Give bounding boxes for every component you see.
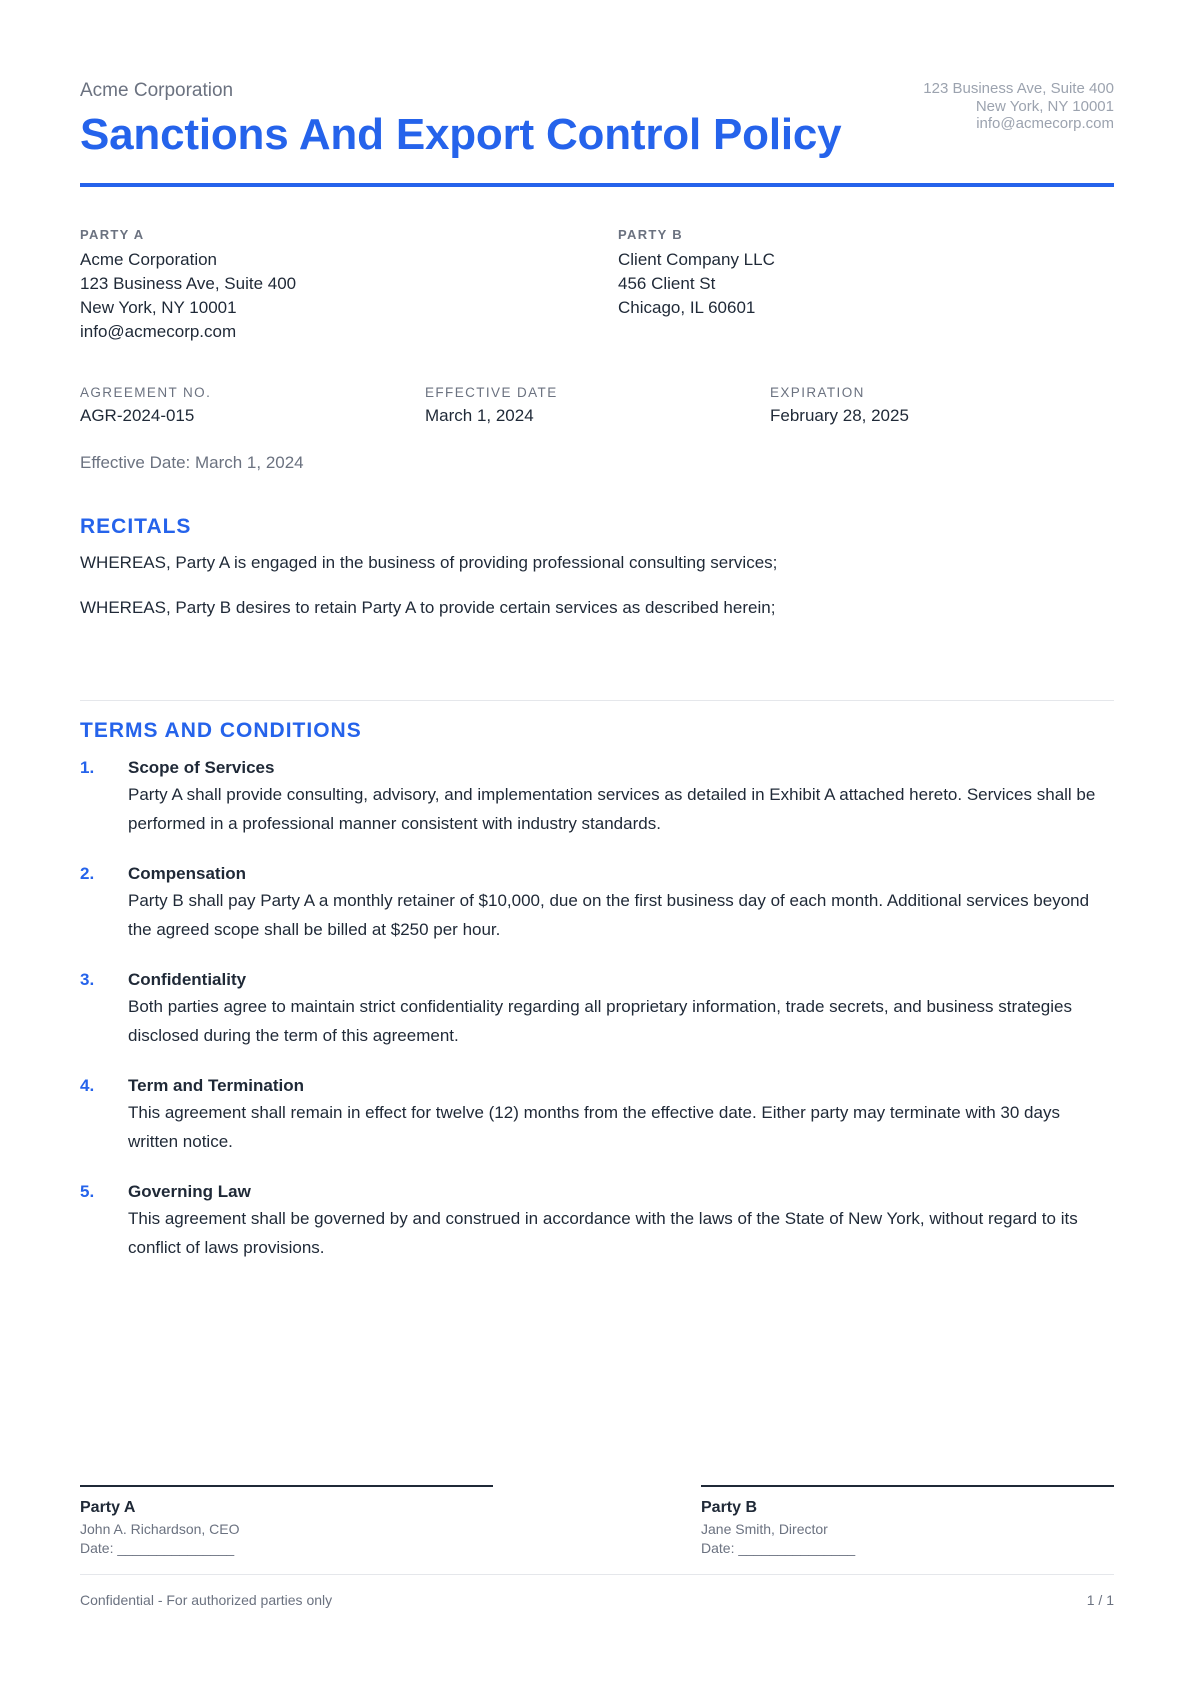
term-heading: Governing Law: [128, 1182, 251, 1201]
term-text: Party A shall provide consulting, advisory, and implementation services as detailed in Exhibit A attached hereto. Services shall be performed in a professional manner consistent with industry standards.: [128, 785, 1096, 833]
document-title: Sanctions And Export Control Policy: [80, 110, 842, 159]
term-text: Party B shall pay Party A a monthly retainer of $10,000, due on the first business day of each month. Additional services beyond the agreed scope shall be billed at $250 per hour.: [128, 891, 1090, 939]
term-item: [80, 1180, 1114, 1262]
recitals-heading: RECITALS: [80, 515, 192, 538]
footer-divider: [80, 1574, 1114, 1575]
term-number: 3.: [80, 970, 95, 989]
recital-item: WHEREAS, Party B desires to retain Party A to provide certain services as described herein;: [80, 598, 776, 617]
signature-date: Date: _______________: [701, 1540, 856, 1556]
party-b-line: Client Company LLC: [618, 250, 775, 269]
signature-party: Party B: [701, 1499, 758, 1516]
term-item: [80, 756, 1114, 838]
signature-date: Date: _______________: [80, 1540, 235, 1556]
company-name: Acme Corporation: [80, 80, 234, 101]
signature-block-party-b: [701, 1485, 1114, 1556]
signature-line: [80, 1485, 493, 1487]
party-a-line: info@acmecorp.com: [80, 322, 237, 341]
term-text: This agreement shall be governed by and construed in accordance with the laws of the State of New York, without regard to its conflict of laws provisions.: [128, 1209, 1078, 1257]
terms-list: [80, 756, 1114, 1286]
recital-item: WHEREAS, Party A is engaged in the business of providing professional consulting services;: [80, 553, 778, 572]
company-address: [923, 80, 1114, 133]
meta-label: EXPIRATION: [770, 385, 865, 400]
signature-line: [701, 1485, 1114, 1487]
meta-value: AGR-2024-015: [80, 406, 195, 425]
terms-heading: TERMS AND CONDITIONS: [80, 719, 362, 742]
effective-date: [425, 385, 558, 426]
effective-date-note: Effective Date: March 1, 2024: [80, 453, 304, 472]
meta-value: March 1, 2024: [425, 406, 534, 425]
address-email: info@acmecorp.com: [976, 115, 1114, 132]
expiration-date: [770, 385, 909, 426]
document-page: [80, 0, 1114, 1683]
term-item: [80, 862, 1114, 944]
confidential-notice: Confidential - For authorized parties only: [80, 1592, 333, 1608]
signature-block-party-a: [80, 1485, 493, 1556]
address-line: 123 Business Ave, Suite 400: [923, 80, 1114, 97]
term-number: 5.: [80, 1182, 95, 1201]
term-number: 2.: [80, 864, 95, 883]
agreement-number: [80, 385, 211, 426]
party-a-block: [80, 227, 296, 344]
party-a-line: 123 Business Ave, Suite 400: [80, 274, 297, 293]
signatory-name: Jane Smith, Director: [701, 1521, 828, 1537]
term-text: This agreement shall remain in effect for twelve (12) months from the effective date. Either party may terminate with 30 days written notice.: [128, 1103, 1060, 1151]
term-number: 1.: [80, 758, 95, 777]
term-heading: Term and Termination: [128, 1076, 305, 1095]
address-line: New York, NY 10001: [975, 97, 1114, 115]
term-number: 4.: [80, 1076, 95, 1095]
party-a-label: PARTY A: [80, 227, 145, 242]
page-number: 1 / 1: [1086, 1592, 1114, 1608]
signature-party: Party A: [80, 1499, 136, 1516]
party-b-label: PARTY B: [618, 227, 683, 242]
signatory-name: John A. Richardson, CEO: [80, 1521, 240, 1537]
term-heading: Confidentiality: [128, 970, 247, 989]
term-heading: Compensation: [128, 864, 247, 883]
party-a-line: Acme Corporation: [80, 250, 218, 269]
header-divider: [80, 183, 1114, 187]
party-a-line: New York, NY 10001: [80, 298, 237, 317]
party-b-line: 456 Client St: [618, 274, 716, 293]
term-text: Both parties agree to maintain strict confidentiality regarding all proprietary information, trade secrets, and business strategies disclosed during the term of this agreement.: [128, 997, 1072, 1045]
meta-label: EFFECTIVE DATE: [425, 385, 558, 400]
meta-value: February 28, 2025: [770, 406, 909, 425]
term-item: [80, 968, 1114, 1050]
party-b-line: Chicago, IL 60601: [618, 298, 756, 317]
party-b-block: [618, 227, 775, 320]
term-item: [80, 1074, 1114, 1156]
document-header: [80, 78, 1114, 188]
term-heading: Scope of Services: [128, 758, 275, 777]
section-divider: [80, 700, 1114, 701]
meta-label: AGREEMENT NO.: [80, 385, 212, 400]
